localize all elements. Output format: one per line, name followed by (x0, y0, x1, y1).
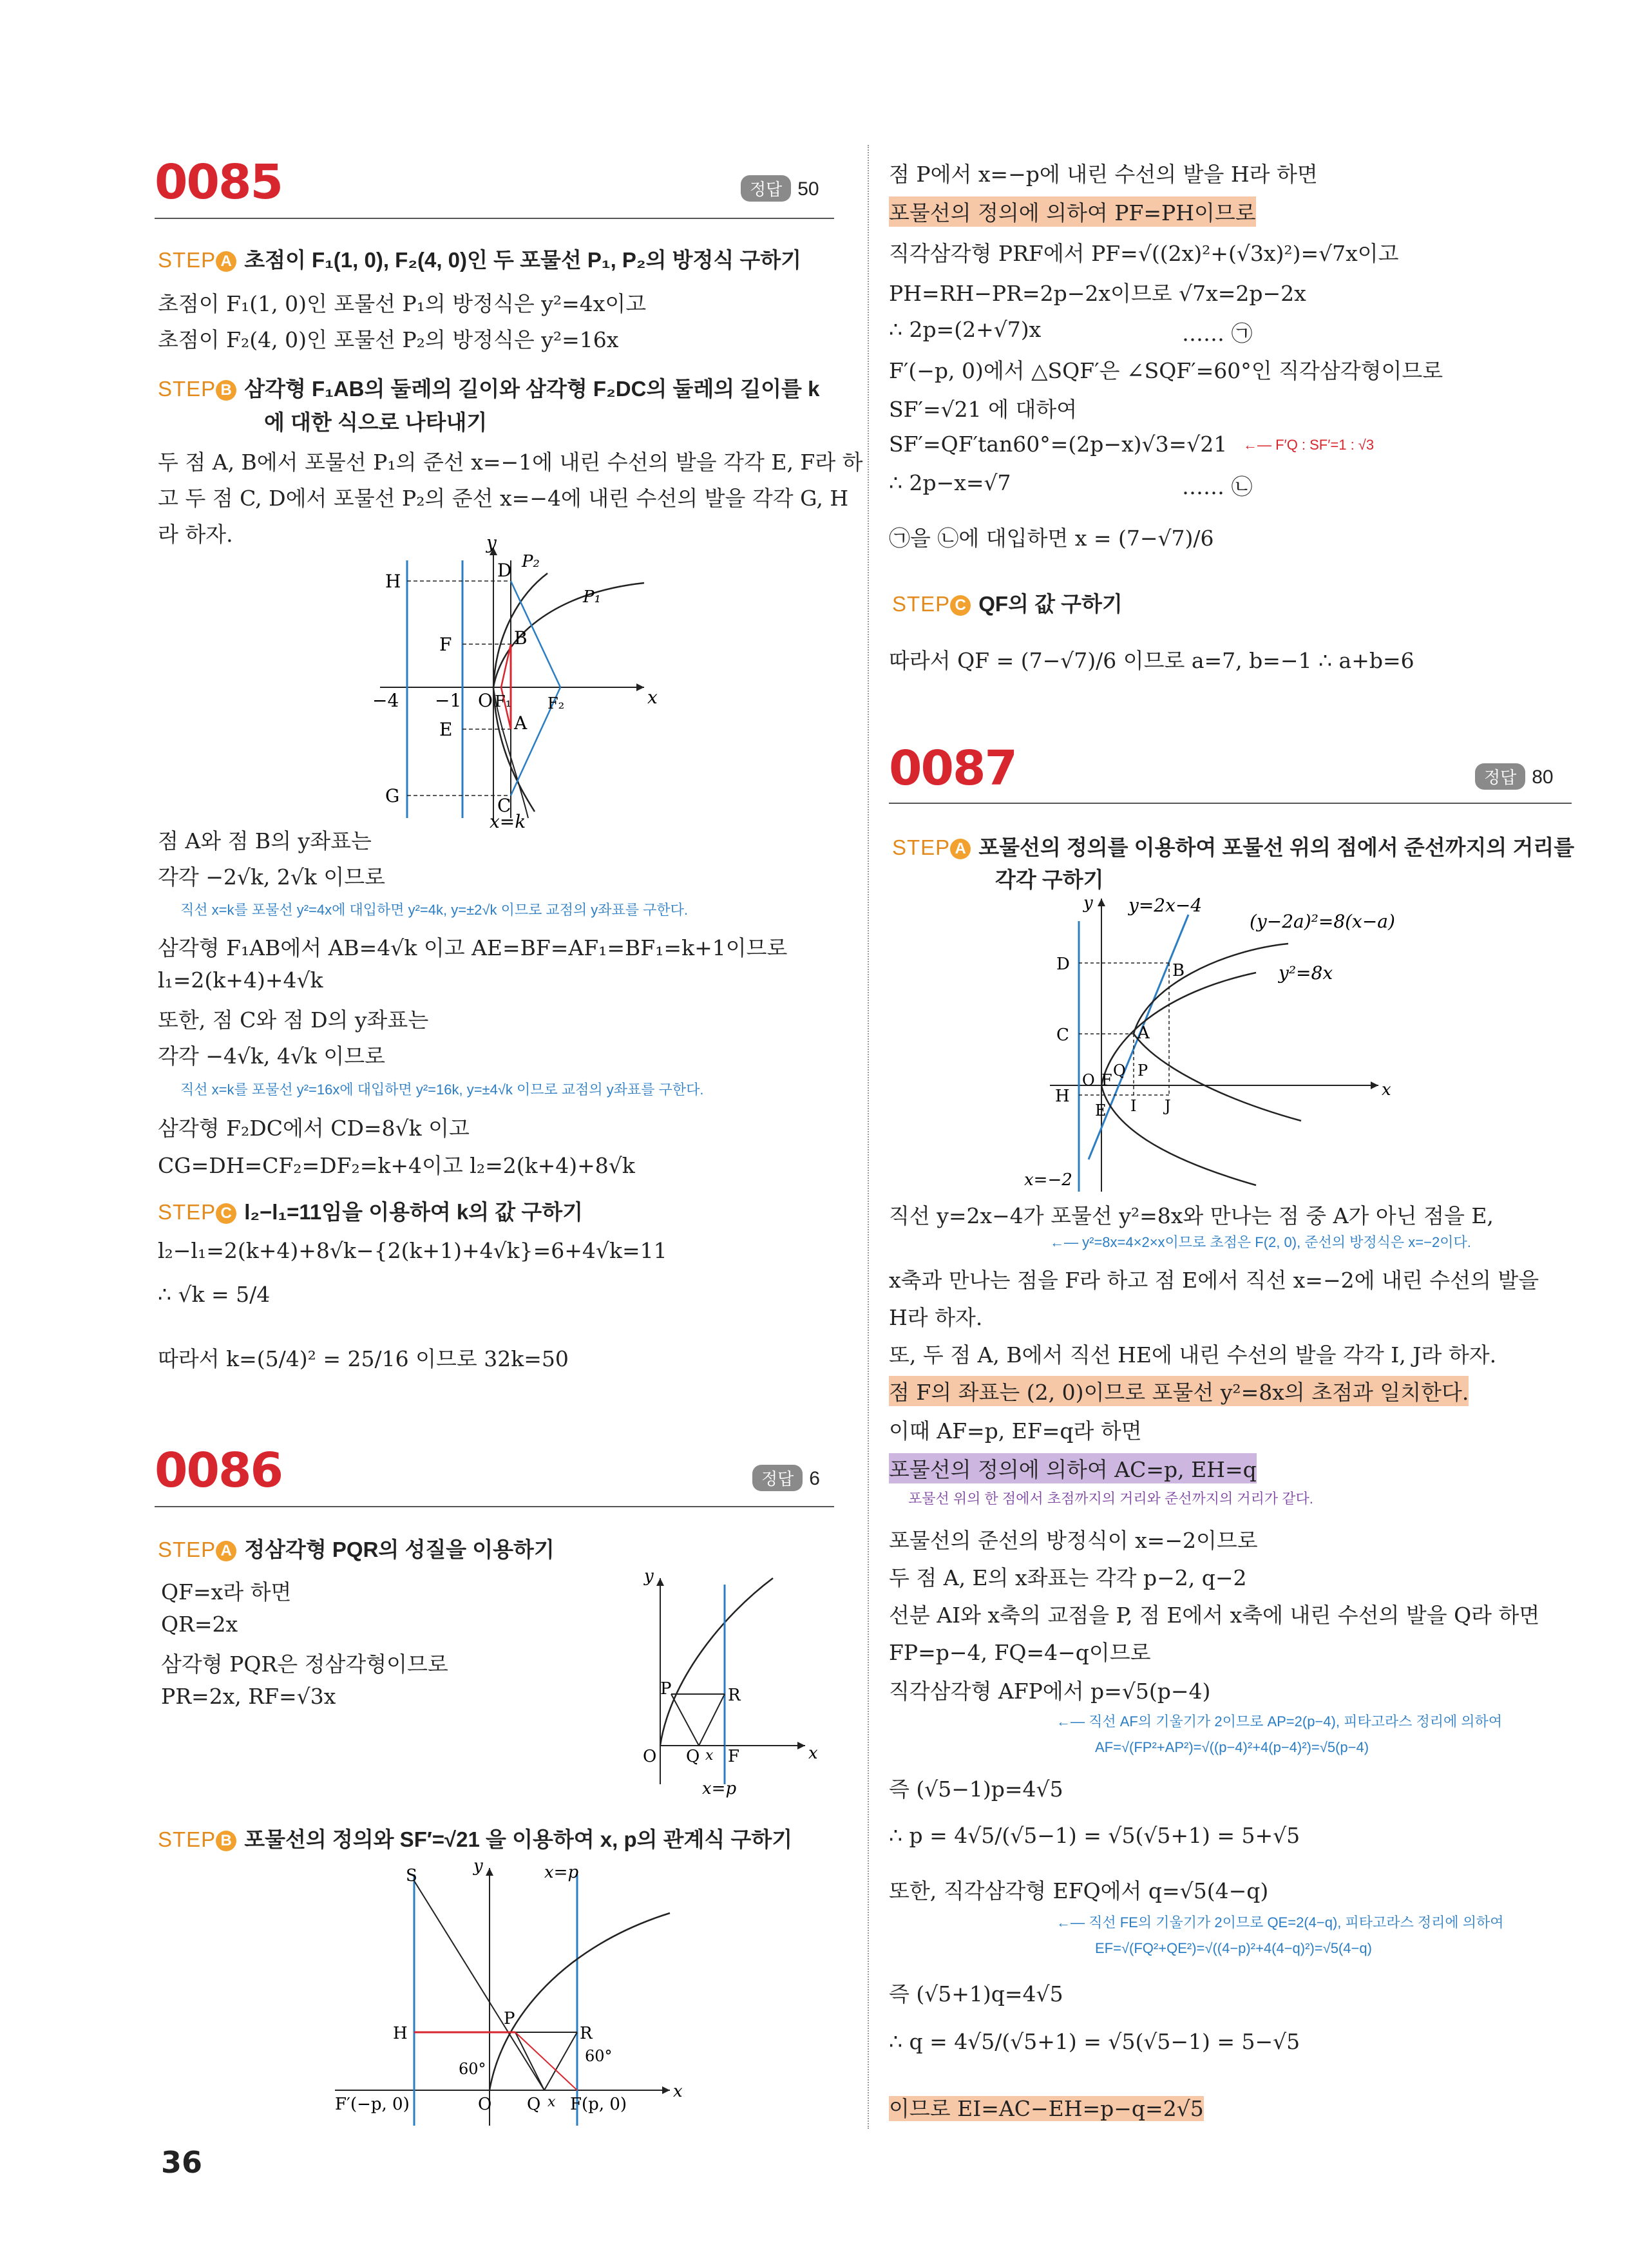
step-a-heading: STEP A 초점이 F₁(1, 0), F₂(4, 0)인 두 포물선 P₁, P₂의 방정식 구하기 (158, 248, 802, 272)
note-purple: 포물선 위의 한 점에서 초점까지의 거리와 준선까지의 거리가 같다. (908, 1491, 1313, 1507)
problem-number: 0087 (889, 741, 1016, 796)
svg-text:R: R (580, 2024, 593, 2043)
svg-text:F₂: F₂ (547, 694, 565, 712)
answer-badge (741, 175, 819, 202)
text-line: CG=DH=CF₂=DF₂=k+4이고 l₂=2(k+4)+8√k (158, 1153, 635, 1178)
text-line: 따라서 QF = (7−√7)/6 이므로 a=7, b=−1 ∴ a+b=6 (889, 648, 1414, 673)
text-line: ∴ √k = 5/4 (158, 1282, 271, 1307)
svg-text:−1: −1 (435, 690, 462, 711)
svg-text:E: E (439, 719, 453, 740)
text-line: 이때 AF=p, EF=q라 하면 (889, 1418, 1142, 1444)
answer-label: 정답 (752, 1465, 803, 1491)
answer-value: 50 (797, 178, 819, 200)
text-line: 점 A와 점 B의 y좌표는 (158, 828, 372, 853)
svg-text:x: x (808, 1744, 818, 1763)
note-blue: AF=√(FP²+AP²)=√((p−4)²+4(p−4)²)=√5(p−4) (1095, 1739, 1369, 1755)
header-rule (889, 803, 1572, 804)
answer-badge (752, 1465, 820, 1491)
text-line: PH=RH−PR=2p−2x이므로 √7x=2p−2x (889, 281, 1306, 306)
highlight-line: 점 F의 좌표는 (2, 0)이므로 포물선 y²=8x의 초점과 일치한다. (889, 1376, 1469, 1406)
text-line: SF′=QF′tan60°=(2p−x)√3=√21 (889, 432, 1228, 457)
svg-text:I: I (1130, 1097, 1137, 1115)
text-line: 따라서 k=(5/4)² = 25/16 이므로 32k=50 (158, 1346, 569, 1371)
text-line: l₁=2(k+4)+4√k (158, 967, 323, 993)
svg-text:60°: 60° (459, 2060, 486, 2078)
svg-text:x=−2: x=−2 (1024, 1170, 1072, 1190)
svg-text:B: B (514, 627, 528, 649)
svg-text:R: R (728, 1686, 741, 1705)
text-line: QR=2x (161, 1612, 238, 1637)
note-blue: ←— y²=8x=4×2×x이므로 초점은 F(2, 0), 준선의 방정식은 x=−2이다. (1050, 1234, 1471, 1250)
svg-text:O: O (478, 690, 493, 711)
svg-text:y: y (644, 1567, 654, 1586)
text-line: FP=p−4, FQ=4−q이므로 (889, 1640, 1151, 1665)
svg-text:F′(−p, 0): F′(−p, 0) (335, 2095, 410, 2114)
text-line: 선분 AI와 x축의 교점을 P, 점 E에서 x축에 내린 수선의 발을 Q라 하면 (889, 1603, 1540, 1628)
figure-0086-a (631, 1565, 824, 1810)
svg-text:x: x (1382, 1080, 1391, 1100)
figure-0086-b (322, 1855, 683, 2139)
header-rule (155, 218, 834, 219)
text-line: ∴ 2p−x=√7 (889, 470, 1011, 495)
text-line: 점 P에서 x=−p에 내린 수선의 발을 H라 하면 (889, 162, 1318, 187)
svg-text:P: P (660, 1679, 672, 1699)
svg-text:y: y (1083, 893, 1093, 913)
note-blue: EF=√(FQ²+QE²)=√((4−p)²+4(4−q)²)=√5(4−q) (1095, 1940, 1372, 1956)
svg-text:−4: −4 (372, 690, 399, 711)
text-line: 즉 (√5+1)q=4√5 (889, 1981, 1063, 2006)
svg-text:H: H (385, 571, 401, 592)
text-line: 라 하자. (158, 522, 233, 547)
text-line: 또, 두 점 A, B에서 직선 HE에 내린 수선의 발을 각각 I, J라 하자. (889, 1342, 1497, 1367)
svg-text:F: F (728, 1747, 740, 1766)
text-line: 고 두 점 C, D에서 포물선 P₂의 준선 x=−4에 내린 수선의 발을 각각 G, H (158, 486, 849, 511)
figure-0087 (1018, 889, 1469, 1198)
svg-text:S: S (406, 1866, 417, 1885)
svg-text:x=k: x=k (490, 811, 526, 831)
svg-text:E: E (1095, 1101, 1107, 1120)
svg-text:F(p, 0): F(p, 0) (570, 2095, 627, 2114)
svg-text:(y−2a)²=8(x−a): (y−2a)²=8(x−a) (1250, 911, 1395, 932)
text-line: l₂−l₁=2(k+4)+8√k−{2(k+1)+4√k}=6+4√k=11 (158, 1238, 667, 1263)
svg-text:F: F (1101, 1071, 1112, 1089)
svg-text:x=p: x=p (544, 1863, 579, 1882)
step-b-heading: STEP B 포물선의 정의와 SF′=√21 을 이용하여 x, p의 관계식 구하기 (158, 1827, 793, 1851)
text-line: F′(−p, 0)에서 △SQF′은 ∠SQF′=60°인 직각삼각형이므로 (889, 358, 1443, 383)
svg-text:H: H (1055, 1087, 1070, 1106)
text-line: 포물선의 준선의 방정식이 x=−2이므로 (889, 1528, 1258, 1553)
text-line: 삼각형 F₂DC에서 CD=8√k 이고 (158, 1116, 470, 1141)
answer-value: 80 (1532, 767, 1554, 788)
svg-text:y²=8x: y²=8x (1279, 962, 1333, 984)
equation-tag: …… ㉡ (1182, 474, 1253, 499)
svg-text:P₂: P₂ (522, 552, 540, 571)
answer-label: 정답 (741, 175, 791, 202)
svg-text:Q: Q (686, 1747, 700, 1766)
text-line: 이므로 EI=AC−EH=p−q=2√5 (889, 2096, 1204, 2121)
highlight-line: 포물선의 정의에 의하여 PF=PH이므로 (889, 196, 1256, 227)
figure-0085 (361, 535, 670, 831)
svg-text:O: O (478, 2095, 492, 2114)
svg-text:Q: Q (1113, 1062, 1126, 1080)
svg-text:O: O (1082, 1071, 1095, 1089)
svg-text:y: y (473, 1856, 483, 1876)
problem-number: 0086 (155, 1443, 282, 1498)
text-line: 또한, 점 C와 점 D의 y좌표는 (158, 1007, 429, 1033)
svg-text:y: y (486, 535, 497, 553)
svg-text:F: F (439, 634, 452, 655)
step-a-heading-cont: 각각 구하기 (995, 868, 1104, 891)
svg-text:D: D (1056, 955, 1070, 974)
svg-text:F₁: F₁ (495, 692, 512, 710)
svg-text:G: G (385, 785, 400, 806)
svg-text:C: C (497, 795, 511, 816)
text-line: x축과 만나는 점을 F라 하고 점 E에서 직선 x=−2에 내린 수선의 발을 (889, 1268, 1539, 1293)
column-divider (868, 145, 869, 2129)
svg-text:P: P (504, 2009, 515, 2028)
note-blue: ←— 직선 FE의 기울기가 2이므로 QE=2(4−q), 피타고라스 정리에 의하여 (1056, 1914, 1504, 1930)
problem-number: 0085 (155, 155, 282, 210)
highlight-line: 포물선의 정의에 의하여 AC=p, EH=q (889, 1453, 1257, 1483)
text-line: 직선 y=2x−4가 포물선 y²=8x와 만나는 점 중 A가 아닌 점을 E, (889, 1203, 1494, 1228)
text-line: ∴ p = 4√5/(√5−1) = √5(√5+1) = 5+√5 (889, 1823, 1300, 1848)
step-b-heading: STEP B 삼각형 F₁AB의 둘레의 길이와 삼각형 F₂DC의 둘레의 길이를 k (158, 377, 820, 401)
text-line: 또한, 직각삼각형 EFQ에서 q=√5(4−q) (889, 1878, 1269, 1903)
svg-text:x: x (647, 687, 658, 708)
step-b-heading-cont: 에 대한 식으로 나타내기 (264, 410, 488, 434)
step-c-heading: STEP C l₂−l₁=11임을 이용하여 k의 값 구하기 (158, 1200, 583, 1224)
text-line: 초점이 F₂(4, 0)인 포물선 P₂의 방정식은 y²=16x (158, 327, 619, 352)
svg-text:x: x (547, 2094, 556, 2110)
text-line: 즉 (√5−1)p=4√5 (889, 1777, 1063, 1802)
answer-value: 6 (809, 1468, 820, 1489)
text-line: SF′=√21 에 대하여 (889, 397, 1078, 422)
svg-text:A: A (1138, 1024, 1150, 1043)
svg-text:60°: 60° (585, 2047, 613, 2065)
answer-badge (1475, 763, 1554, 790)
step-a-heading: STEP A 정삼각형 PQR의 성질을 이용하기 (158, 1538, 555, 1561)
note-blue: 직선 x=k를 포물선 y²=16x에 대입하면 y²=16k, y=±4√k 이므로 교점의 y좌표를 구한다. (180, 1082, 704, 1098)
text-line: 삼각형 F₁AB에서 AB=4√k 이고 AE=BF=AF₁=BF₁=k+1이므로 (158, 935, 788, 960)
text-line: ∴ 2p=(2+√7)x (889, 317, 1042, 342)
text-line: 직각삼각형 AFP에서 p=√5(p−4) (889, 1679, 1211, 1704)
svg-text:A: A (514, 712, 528, 734)
svg-text:O: O (643, 1747, 657, 1766)
svg-text:P₁: P₁ (583, 587, 601, 607)
svg-text:Q: Q (527, 2095, 541, 2114)
svg-text:x=p: x=p (702, 1779, 737, 1798)
text-line: 각각 −2√k, 2√k 이므로 (158, 864, 386, 890)
note-red: ←— F′Q : SF′=1 : √3 (1243, 437, 1375, 453)
svg-text:y=2x−4: y=2x−4 (1128, 895, 1203, 916)
text-line: QF=x라 하면 (161, 1579, 292, 1605)
svg-text:J: J (1165, 1097, 1171, 1115)
text-line: 직각삼각형 PRF에서 PF=√((2x)²+(√3x)²)=√7x이고 (889, 241, 1399, 266)
svg-text:C: C (1056, 1025, 1069, 1045)
equation-tag: …… ㉠ (1182, 321, 1253, 346)
text-line: 두 점 A, B에서 포물선 P₁의 준선 x=−1에 내린 수선의 발을 각각 E, F라 하 (158, 450, 863, 475)
text-line: 두 점 A, E의 x좌표는 각각 p−2, q−2 (889, 1565, 1247, 1590)
step-a-heading: STEP A 포물선의 정의를 이용하여 포물선 위의 점에서 준선까지의 거리를 (892, 835, 1575, 859)
text-line: 삼각형 PQR은 정삼각형이므로 (161, 1652, 448, 1677)
page-number: 36 (161, 2145, 203, 2180)
header-rule (155, 1506, 834, 1507)
answer-label: 정답 (1475, 763, 1525, 790)
text-line: 초점이 F₁(1, 0)인 포물선 P₁의 방정식은 y²=4x이고 (158, 291, 647, 316)
svg-text:H: H (393, 2024, 408, 2043)
note-blue: 직선 x=k를 포물선 y²=4x에 대입하면 y²=4k, y=±2√k 이므로 교점의 y좌표를 구한다. (180, 902, 689, 918)
svg-text:P: P (1138, 1062, 1148, 1080)
note-blue: ←— 직선 AF의 기울기가 2이므로 AP=2(p−4), 피타고라스 정리에 의하여 (1056, 1713, 1503, 1730)
step-c-heading: STEP C QF의 값 구하기 (892, 592, 1123, 616)
text-line: ㉠을 ㉡에 대입하면 x = (7−√7)/6 (889, 526, 1214, 551)
text-line: H라 하자. (889, 1305, 983, 1330)
svg-text:x: x (673, 2082, 683, 2101)
svg-text:D: D (497, 560, 512, 581)
text-line: 각각 −4√k, 4√k 이므로 (158, 1043, 386, 1069)
text-line: PR=2x, RF=√3x (161, 1684, 336, 1709)
svg-text:x: x (705, 1748, 714, 1764)
svg-text:B: B (1172, 961, 1185, 980)
text-line: ∴ q = 4√5/(√5+1) = √5(√5−1) = 5−√5 (889, 2029, 1300, 2054)
